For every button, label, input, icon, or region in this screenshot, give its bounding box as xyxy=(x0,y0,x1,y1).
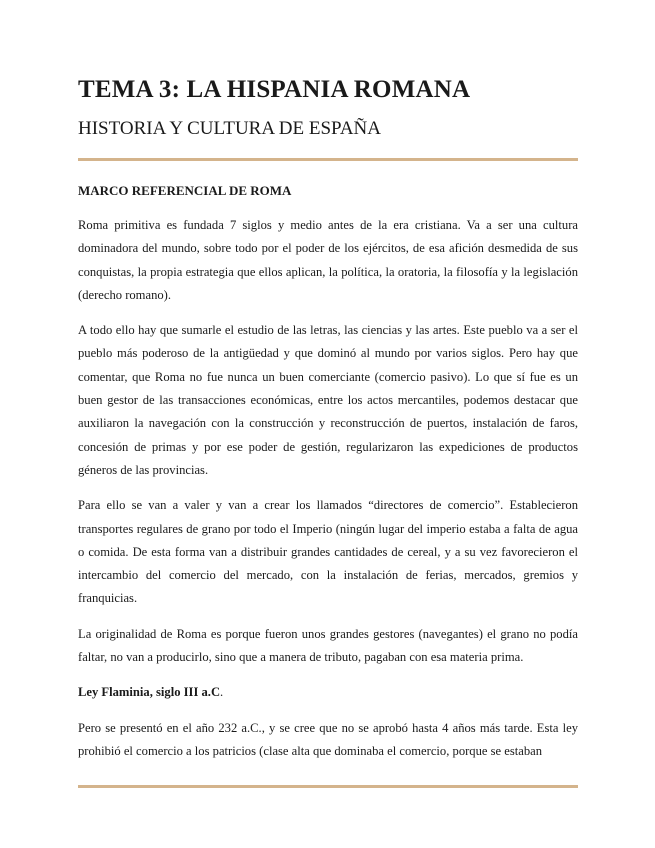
document-body xyxy=(78,214,578,775)
paragraph-2: A todo ello hay que sumarle el estudio de las letras, las ciencias y las artes. Este pueblo va a ser el pueblo más poderoso de la antigüedad y que dominó al mundo por varios siglos. Pero hay que comentar, que Roma no fue nunca un buen comerciante (comercio pasivo). Lo que sí fue es un buen gestor de las transacciones económicas, entre los actos mercantiles, podemos destacar que auxiliaron la navegación con la construcción y reconstrucción de puertos, instalación de faros, concesión de primas y por ese poder de gestión, regularizaron las expediciones de productos géneros de las provincias. xyxy=(78,323,578,477)
section-heading: MARCO REFERENCIAL DE ROMA xyxy=(78,183,292,198)
paragraph-1: Roma primitiva es fundada 7 siglos y medio antes de la era cristiana. Va a ser una cultura dominadora del mundo, sobre todo por el poder de los ejércitos, de esa afición desmedida de sus conquistas, la propia estrategia que ellos aplican, la política, la oratoria, la filosofía y la legislación (derecho romano). xyxy=(78,218,578,302)
header-divider xyxy=(78,158,578,161)
paragraph-5: Pero se presentó en el año 232 a.C., y se cree que no se aprobó hasta 4 años más tarde. Esta ley prohibió el comercio a los patricios (clase alta que dominaba el comercio, porque se estaban xyxy=(78,720,578,758)
page-title: TEMA 3: LA HISPANIA ROMANA xyxy=(78,76,471,103)
page-subtitle: HISTORIA Y CULTURA DE ESPAÑA xyxy=(78,118,381,139)
paragraph-4: La originalidad de Roma es porque fueron unos grandes gestores (navegantes) el grano no podía faltar, no van a producirlo, sino que a manera de tributo, pagaban con esa materia prima. xyxy=(78,626,578,665)
subheading-period: . xyxy=(220,685,224,700)
footer-divider xyxy=(78,785,578,788)
paragraph-3: Para ello se van a valer y van a crear los llamados “directores de comercio”. Establecieron transportes regulares de grano por todo el Imperio (ningún lugar del imperio estaba a falta de agua o comida. De esta forma van a distribuir grandes cantidades de cereal, y a su vez favorecieron el intercambio del comercio del mercado, con la instalación de ferias, mercados, gremios y franquicias. xyxy=(78,498,578,606)
subheading-text: Ley Flaminia, siglo III a.C xyxy=(78,685,221,700)
subheading xyxy=(78,681,578,704)
